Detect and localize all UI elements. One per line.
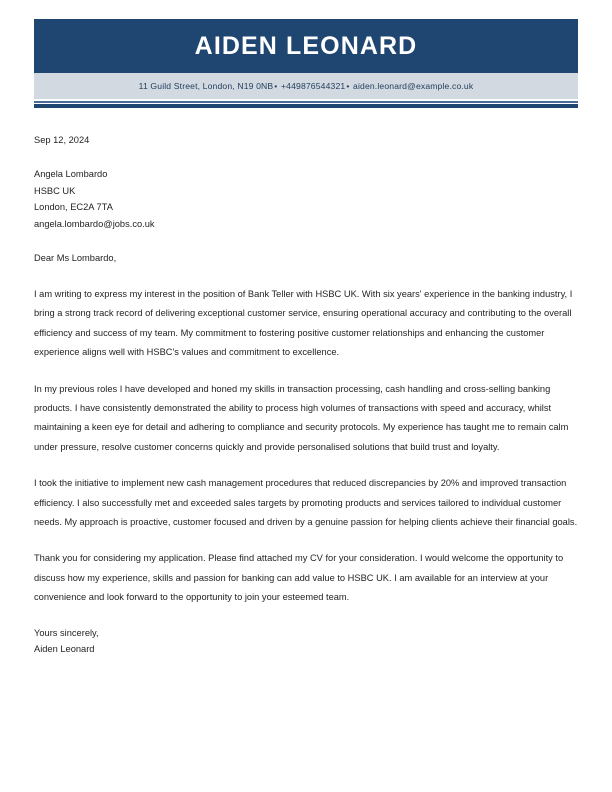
contact-email[interactable]: aiden.leonard@example.co.uk [353, 81, 474, 91]
contact-separator-2: • [346, 81, 350, 91]
contact-phone: +449876544321 [280, 81, 346, 91]
recipient-block [34, 166, 578, 232]
letterhead [34, 19, 578, 108]
body-paragraph: I am writing to express my interest in the position of Bank Teller with HSBC UK. With six years' experience in the banking industry, I bring a strong track record of delivering exceptional customer service, ensuring operational accuracy and contributing to the overall efficiency and success of my team. My commitment to fostering positive customer relationships and enhancing the customer experience aligns well with HSBC's values and commitment to excellence. [34, 289, 573, 358]
signature-name: Aiden Leonard [34, 644, 95, 655]
name-banner [34, 19, 578, 73]
closing-phrase: Yours sincerely, [34, 627, 99, 638]
letter-body [34, 133, 578, 658]
contact-line [139, 81, 474, 91]
signoff-block [34, 625, 578, 658]
body-paragraph: In my previous roles I have developed and honed my skills in transaction processing, cash handling and cross-selling banking products. I have consistently demonstrated the ability to process high volumes of transactions with speed and accuracy, whilst maintaining a keen eye for detail and adhering to compliance and security protocols. My experience has taught me to remain calm under pressure, resolve customer concerns quickly and provide personalised solutions that build trust and loyalty. [34, 383, 569, 452]
recipient-address: London, EC2A 7TA [34, 202, 113, 212]
body-paragraph: Thank you for considering my application. Please find attached my CV for your consideration. I would welcome the opportunity to discuss how my experience, skills and passion for banking can add value to HSBC UK. I am available for an interview at your convenience and look forward to the opportunity to join your esteemed team. [34, 553, 564, 603]
body-paragraph: I took the initiative to implement new cash management procedures that reduced discrepancies by 20% and improved transaction efficiency. I also successfully met and exceeded sales targets by promoting products and services tailored to individual customer needs. My approach is proactive, customer focused and driven by a genuine passion for helping clients achieve their financial goals. [34, 478, 578, 528]
salutation: Dear Ms Lombardo, [34, 253, 117, 263]
contact-separator-1: • [274, 81, 278, 91]
recipient-company: HSBC UK [34, 185, 76, 196]
divider-rule-thick [34, 104, 578, 108]
letter-date: Sep 12, 2024 [34, 135, 90, 145]
contact-address: 11 Guild Street, London, N19 0NB [138, 81, 274, 91]
divider-rule-thin [34, 101, 578, 103]
contact-banner [34, 73, 578, 99]
recipient-email[interactable]: angela.lombardo@jobs.co.uk [34, 218, 155, 229]
recipient-name: Angela Lombardo [34, 169, 108, 179]
candidate-name: AIDEN LEONARD [194, 31, 418, 60]
